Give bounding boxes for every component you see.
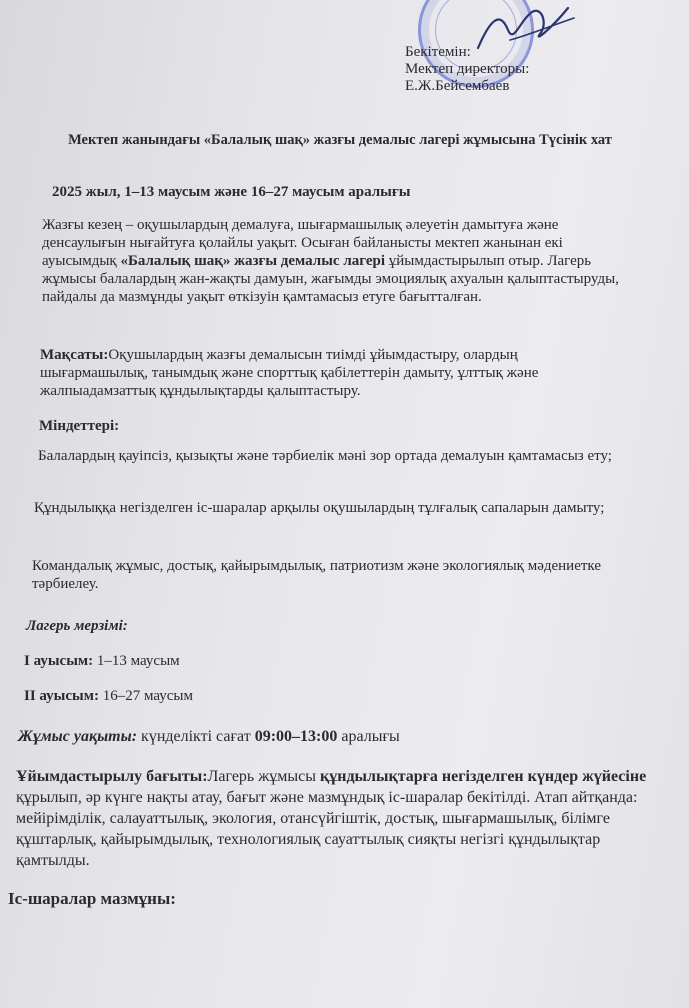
approval-line-1: Бекітемін: [405,44,471,60]
goal-paragraph [40,346,620,400]
goal-label: Мақсаты: [40,347,109,363]
approval-line-2: Мектеп директоры: [405,61,530,77]
shift-1-line [24,652,180,670]
worktime-text-2: аралығы [337,728,400,745]
worktime-hours: 09:00–13:00 [254,728,338,745]
intro-camp-name: «Балалық шақ» жазғы демалыс лагері [120,253,386,269]
direction-text-1: Лагерь жұмысы [207,768,320,785]
events-label: Іс-шаралар мазмұны: [8,889,176,908]
direction-text-2: құрылып, әр күнге нақты атау, бағыт және мазмұндық іс-шаралар бекітілді. Атап айтқанда: мейірімділік, салауаттылық, экология, отансүйгіштік, достық, шығармашылық, білімге құштарлық, қайырымдылық, технологиялық сауаттылық сияқты негізгі құндылықтар қамтылды. [16,789,638,869]
approval-line-3: Е.Ж.Бейсембаев [405,78,510,94]
intro-text-1: Жазғы кезең – оқушылардың демалуға, шығармашылық әлеуетін дамытуға және денсаулығын нығайтуға қолайлы уақыт. Осыған байланысты мектеп жанынан екі ауысымдық [42,217,563,269]
shift-2-dates: 16–27 маусым [98,688,193,704]
direction-paragraph [16,766,658,871]
direction-label: Ұйымдастырылу бағыты: [16,768,208,785]
worktime-label: Жұмыс уақыты: [18,728,138,745]
worktime-line [18,728,400,746]
approval-block [405,44,529,95]
shift-2-line [24,687,193,705]
task-item-2: Құндылыққа негізделген іс-шаралар арқылы оқушылардың тұлғалық сапаларын дамыту; [34,500,605,516]
intro-paragraph [42,216,627,306]
task-item-1: Балалардың қауіпсіз, қызықты және тәрбиелік мәні зор ортада демалуын қамтамасыз ету; [38,448,612,464]
document-title: Мектеп жанындағы «Балалық шақ» жазғы демалыс лагері жұмысына Түсінік хат [68,132,612,148]
intro-text-2: ұйымдастырылып отыр. Лагерь жұмысы балалардың жан-жақты дамуын, жағымды эмоциялық ахуалын қалыптастыруды, пайдалы да мазмұнды уақыт өткізуін қамтамасыз етуге бағытталған. [42,253,619,305]
date-range: 2025 жыл, 1–13 маусым және 16–27 маусым аралығы [52,184,411,200]
tasks-label: Міндеттері: [39,418,120,434]
shift-1-label: I ауысым: [24,653,94,669]
shift-2-label: II ауысым: [24,688,99,704]
goal-text: Оқушылардың жазғы демалысын тиімді ұйымдастыру, олардың шығармашылық, танымдық және спорттық қабілеттерін дамыту, ұлттық және жалпыадамзаттық құндылықтарды қалыптастыру. [40,347,539,399]
worktime-text-1: күнделікті сағат [137,728,255,745]
period-label: Лагерь мерзімі: [26,618,128,634]
shift-1-dates: 1–13 маусым [93,653,180,669]
task-item-3: Командалық жұмыс, достық, қайырымдылық, патриотизм және экологиялық мәдениетке тәрбиелеу. [32,558,601,592]
direction-highlight: құндылықтарға негізделген күндер жүйесіне [320,768,647,785]
